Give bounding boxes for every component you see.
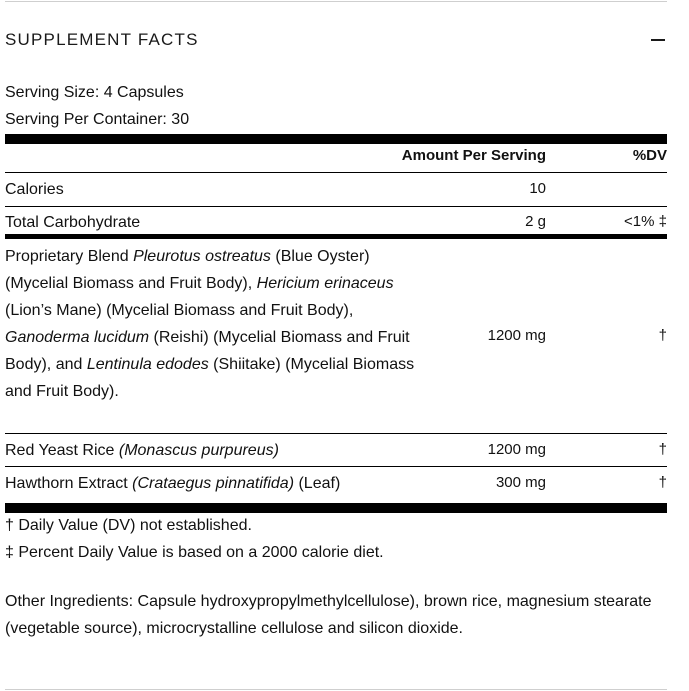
row-calories-label: Calories xyxy=(5,181,64,198)
supplement-facts-panel xyxy=(5,0,667,691)
divider xyxy=(5,433,667,434)
dv-column-header: %DV xyxy=(632,147,667,164)
minus-icon[interactable] xyxy=(651,39,665,41)
other-ingredients: Other Ingredients: Capsule hydroxypropylmethylcellulose), brown rice, magnesium stearate (vegetable source), microcrystalline cellulose and silicon dioxide. xyxy=(5,593,652,637)
row-proprietary-blend-dv: † xyxy=(658,327,667,344)
footnote-dagger: † Daily Value (DV) not established. xyxy=(5,517,252,534)
bottom-divider xyxy=(5,689,667,690)
divider xyxy=(5,466,667,467)
amount-column-header: Amount Per Serving xyxy=(401,147,546,164)
row-red-yeast-rice-dv: † xyxy=(658,441,667,458)
row-calories-amount: 10 xyxy=(529,180,546,197)
row-carbohydrate-amount: 2 g xyxy=(525,213,546,230)
divider xyxy=(5,172,667,173)
thick-divider-bottom xyxy=(5,503,667,513)
medium-divider xyxy=(5,234,667,239)
row-proprietary-blend-amount: 1200 mg xyxy=(487,327,546,344)
footnote-double-dagger: ‡ Percent Daily Value is based on a 2000 calorie diet. xyxy=(5,544,384,561)
row-red-yeast-rice-label: Red Yeast Rice (Monascus purpureus) xyxy=(5,442,279,459)
row-carbohydrate-dv: <1% ‡ xyxy=(624,213,667,230)
serving-size: Serving Size: 4 Capsules xyxy=(5,84,184,101)
accordion-header[interactable] xyxy=(5,28,667,52)
thick-divider-top xyxy=(5,134,667,144)
row-hawthorn-extract-amount: 300 mg xyxy=(495,474,546,491)
section-title: SUPPLEMENT FACTS xyxy=(5,30,199,49)
row-red-yeast-rice-amount: 1200 mg xyxy=(487,441,546,458)
row-carbohydrate-label: Total Carbohydrate xyxy=(5,214,141,231)
row-hawthorn-extract-dv: † xyxy=(658,474,667,491)
row-proprietary-blend-label: Proprietary Blend Pleurotus ostreatus (Blue Oyster) (Mycelial Biomass and Fruit Body), Hericium erinaceus (Lion’s Mane) (Mycelial Biomass and Fruit Body), Ganoderma lucidum (Reishi) (Mycelial Biomass and Fruit Body), and Lentinula edodes (Shiitake) (Mycelial Biomass and Fruit Body). xyxy=(5,248,415,400)
servings-per-container: Serving Per Container: 30 xyxy=(5,111,190,128)
top-divider xyxy=(5,1,667,2)
divider xyxy=(5,206,667,207)
row-hawthorn-extract-label: Hawthorn Extract (Crataegus pinnatifida) (Leaf) xyxy=(5,475,341,492)
